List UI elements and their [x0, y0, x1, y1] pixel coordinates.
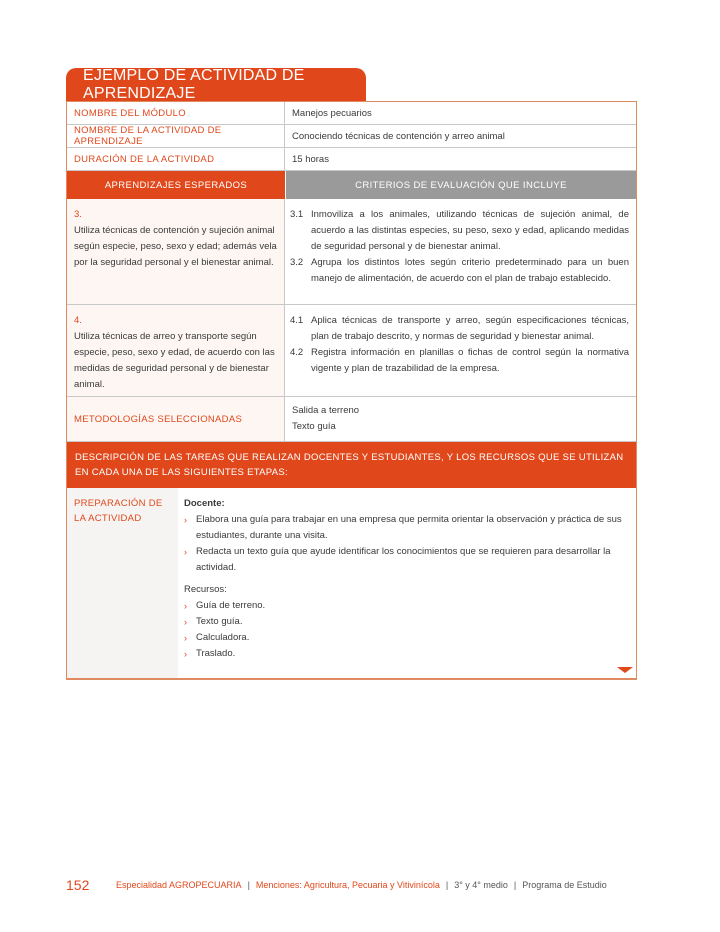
- criterio-text: Agrupa los distintos lotes según criterio predeterminado para un buen manejo de alimentación, de acuerdo con el plan de trabajo establecido.: [311, 257, 629, 284]
- aprendizaje-text: Utiliza técnicas de arreo y transporte según especie, peso, sexo y edad, de acuerdo con las medidas de seguridad personal y de bienestar animal.: [74, 331, 275, 390]
- metodologia-item: Texto guía: [292, 421, 336, 432]
- label-metodologias: METODOLOGÍAS SELECCIONADAS: [67, 397, 285, 441]
- value-actividad: Conociendo técnicas de contención y arreo animal: [292, 130, 505, 142]
- chevron-right-icon: ›: [184, 601, 187, 611]
- label-actividad: NOMBRE DE LA ACTIVIDAD DE APRENDIZAJE: [67, 125, 285, 147]
- info-row-actividad: [67, 125, 636, 148]
- chevron-right-icon: ›: [184, 617, 187, 627]
- value-modulo: Manejos pecuarios: [292, 107, 372, 119]
- descripcion-banner: DESCRIPCIÓN DE LAS TAREAS QUE REALIZAN DOCENTES Y ESTUDIANTES, Y LOS RECURSOS QUE SE UTILIZAN EN CADA UNA DE LAS SIGUIENTES ETAPAS:: [67, 442, 636, 488]
- page-footer: [66, 877, 646, 893]
- label-duracion: DURACIÓN DE LA ACTIVIDAD: [67, 148, 285, 170]
- footer-especialidad: Especialidad AGROPECUARIA: [116, 880, 242, 890]
- criterios-cell: [285, 199, 636, 304]
- chevron-right-icon: ›: [184, 649, 187, 659]
- info-row-modulo: [67, 102, 636, 125]
- criterio-text: Inmoviliza a los animales, utilizando técnicas de sujeción animal, de acuerdo a las distintas especies, su peso, sexo y edad, aplicando medidas de seguridad personal y de bienestar animal.: [311, 209, 629, 252]
- criterio-item: [290, 313, 629, 345]
- info-row-duracion: [67, 148, 636, 171]
- chevron-right-icon: ›: [184, 515, 187, 525]
- footer-menciones: Menciones: Agricultura, Pecuaria y Vitivinícola: [255, 880, 440, 890]
- criterio-text: Registra información en planillas o fichas de control según la normativa vigente y plan de trazabilidad de la empresa.: [311, 347, 629, 374]
- activity-table: [66, 101, 637, 680]
- label-modulo: NOMBRE DEL MÓDULO: [67, 102, 285, 124]
- aprendizaje-text: Utiliza técnicas de contención y sujeción animal según especie, peso, sexo y edad; además vela por la seguridad personal y el bienestar animal.: [74, 225, 277, 268]
- criterio-number: 3.1: [290, 209, 304, 220]
- footer-separator: |: [247, 880, 250, 890]
- aprendizaje-cell: [67, 199, 285, 304]
- preparacion-row: [67, 488, 636, 678]
- criterio-item: [290, 345, 629, 377]
- preparacion-body: [178, 488, 636, 678]
- value-duracion: 15 horas: [292, 153, 329, 165]
- recursos-heading: Recursos:: [184, 584, 227, 595]
- metodologia-item: Salida a terreno: [292, 405, 360, 416]
- recurso-item: › Texto guía.: [184, 614, 628, 630]
- label-preparacion: PREPARACIÓN DE LA ACTIVIDAD: [67, 488, 178, 678]
- column-headers: [67, 171, 636, 199]
- docente-item: › Redacta un texto guía que ayude identificar los conocimientos que se requieren para desarrollar la actividad.: [184, 544, 628, 576]
- docente-item: › Elabora una guía para trabajar en una empresa que permita orientar la observación y práctica de sus estudiantes, durante una visita.: [184, 512, 628, 544]
- recurso-item: › Calculadora.: [184, 630, 628, 646]
- footer-separator: |: [513, 880, 517, 890]
- page-title: EJEMPLO DE ACTIVIDAD DE APRENDIZAJE: [66, 68, 366, 102]
- page-number: 152: [66, 877, 90, 893]
- recurso-item: › Guía de terreno.: [184, 598, 628, 614]
- header-aprendizajes: APRENDIZAJES ESPERADOS: [67, 171, 286, 199]
- aprendizaje-row-3: [67, 199, 636, 305]
- footer-nivel: 3° y 4° medio: [454, 880, 508, 890]
- recurso-item: › Traslado.: [184, 646, 628, 662]
- value-metodologias: [285, 397, 636, 441]
- continue-arrow-icon: [617, 667, 633, 673]
- docente-heading: Docente:: [184, 498, 225, 509]
- chevron-right-icon: ›: [184, 547, 187, 557]
- criterios-cell: [285, 305, 636, 396]
- aprendizaje-cell: [67, 305, 285, 396]
- aprendizaje-row-4: [67, 305, 636, 397]
- criterio-number: 4.1: [290, 315, 304, 326]
- criterio-item: [290, 255, 629, 287]
- aprendizaje-number: 3.: [74, 209, 82, 220]
- criterio-text: Aplica técnicas de transporte y arreo, según especificaciones técnicas, plan de trabajo descrito, y normas de seguridad y bienestar animal.: [311, 315, 629, 342]
- header-criterios: CRITERIOS DE EVALUACIÓN QUE INCLUYE: [286, 171, 636, 199]
- chevron-right-icon: ›: [184, 633, 187, 643]
- aprendizaje-number: 4.: [74, 315, 82, 326]
- footer-programa: Programa de Estudio: [522, 880, 607, 890]
- footer-separator: |: [445, 880, 449, 890]
- metodologias-row: [67, 397, 636, 442]
- criterio-number: 3.2: [290, 257, 304, 268]
- criterio-number: 4.2: [290, 347, 304, 358]
- criterio-item: [290, 207, 629, 255]
